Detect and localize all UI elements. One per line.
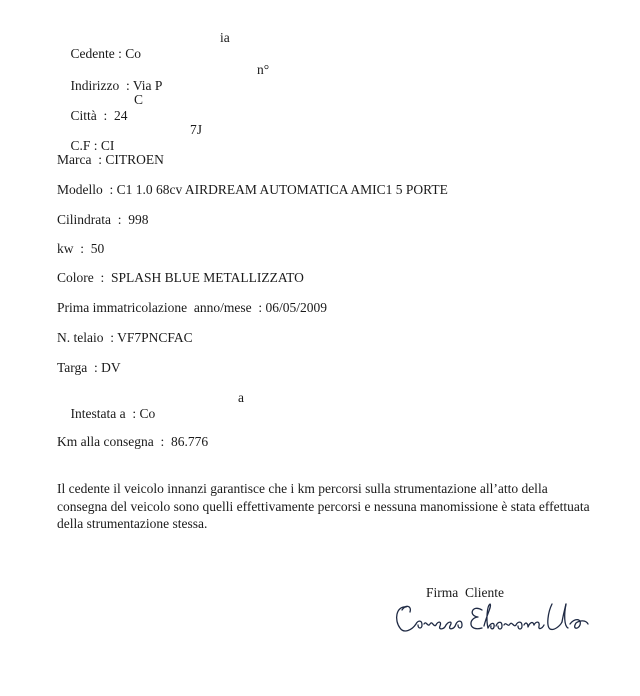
marca-field: Marca : CITROEN xyxy=(57,152,164,167)
declaration-paragraph xyxy=(57,480,597,533)
telaio-field: N. telaio : VF7PNCFAC xyxy=(57,330,193,345)
signature-label: Firma Cliente xyxy=(426,585,504,600)
indirizzo-label: Indirizzo : Via P xyxy=(70,78,163,93)
colore-field: Colore : SPLASH BLUE METALLIZZATO xyxy=(57,270,304,285)
modello-field: Modello : C1 1.0 68cv AIRDREAM AUTOMATICA AMIC1 5 PORTE xyxy=(57,182,448,197)
km-field: Km alla consegna : 86.776 xyxy=(57,434,209,449)
declaration-line: Il cedente il veicolo innanzi garantisce che i km percorsi sulla strumentazione all’atto della xyxy=(57,481,548,496)
cilindrata-field: Cilindrata : 998 xyxy=(57,212,149,227)
cedente-label: Cedente : Co xyxy=(70,46,141,61)
declaration-line: della strumentazione stessa. xyxy=(57,516,208,531)
immatricolazione-field: Prima immatricolazione anno/mese : 06/05/2009 xyxy=(57,300,327,315)
cedente-tail: ia xyxy=(220,30,230,45)
targa-field: Targa : DV xyxy=(57,360,121,375)
citta-tail: C xyxy=(134,92,144,107)
citta-label: Città : 24 xyxy=(70,108,128,123)
intestata-label: Intestata a : Co xyxy=(70,406,156,421)
handwritten-signature xyxy=(392,598,592,644)
kw-field: kw : 50 xyxy=(57,241,105,256)
codice-fiscale-tail: 7J xyxy=(190,122,203,137)
codice-fiscale-label: C.F : CI xyxy=(70,138,115,153)
indirizzo-tail: n° xyxy=(257,62,270,77)
declaration-line: consegna del veicolo sono quelli effettivamente percorsi e nessuna manomissione è stata effettuata xyxy=(57,498,590,514)
intestata-tail: a xyxy=(238,390,244,405)
